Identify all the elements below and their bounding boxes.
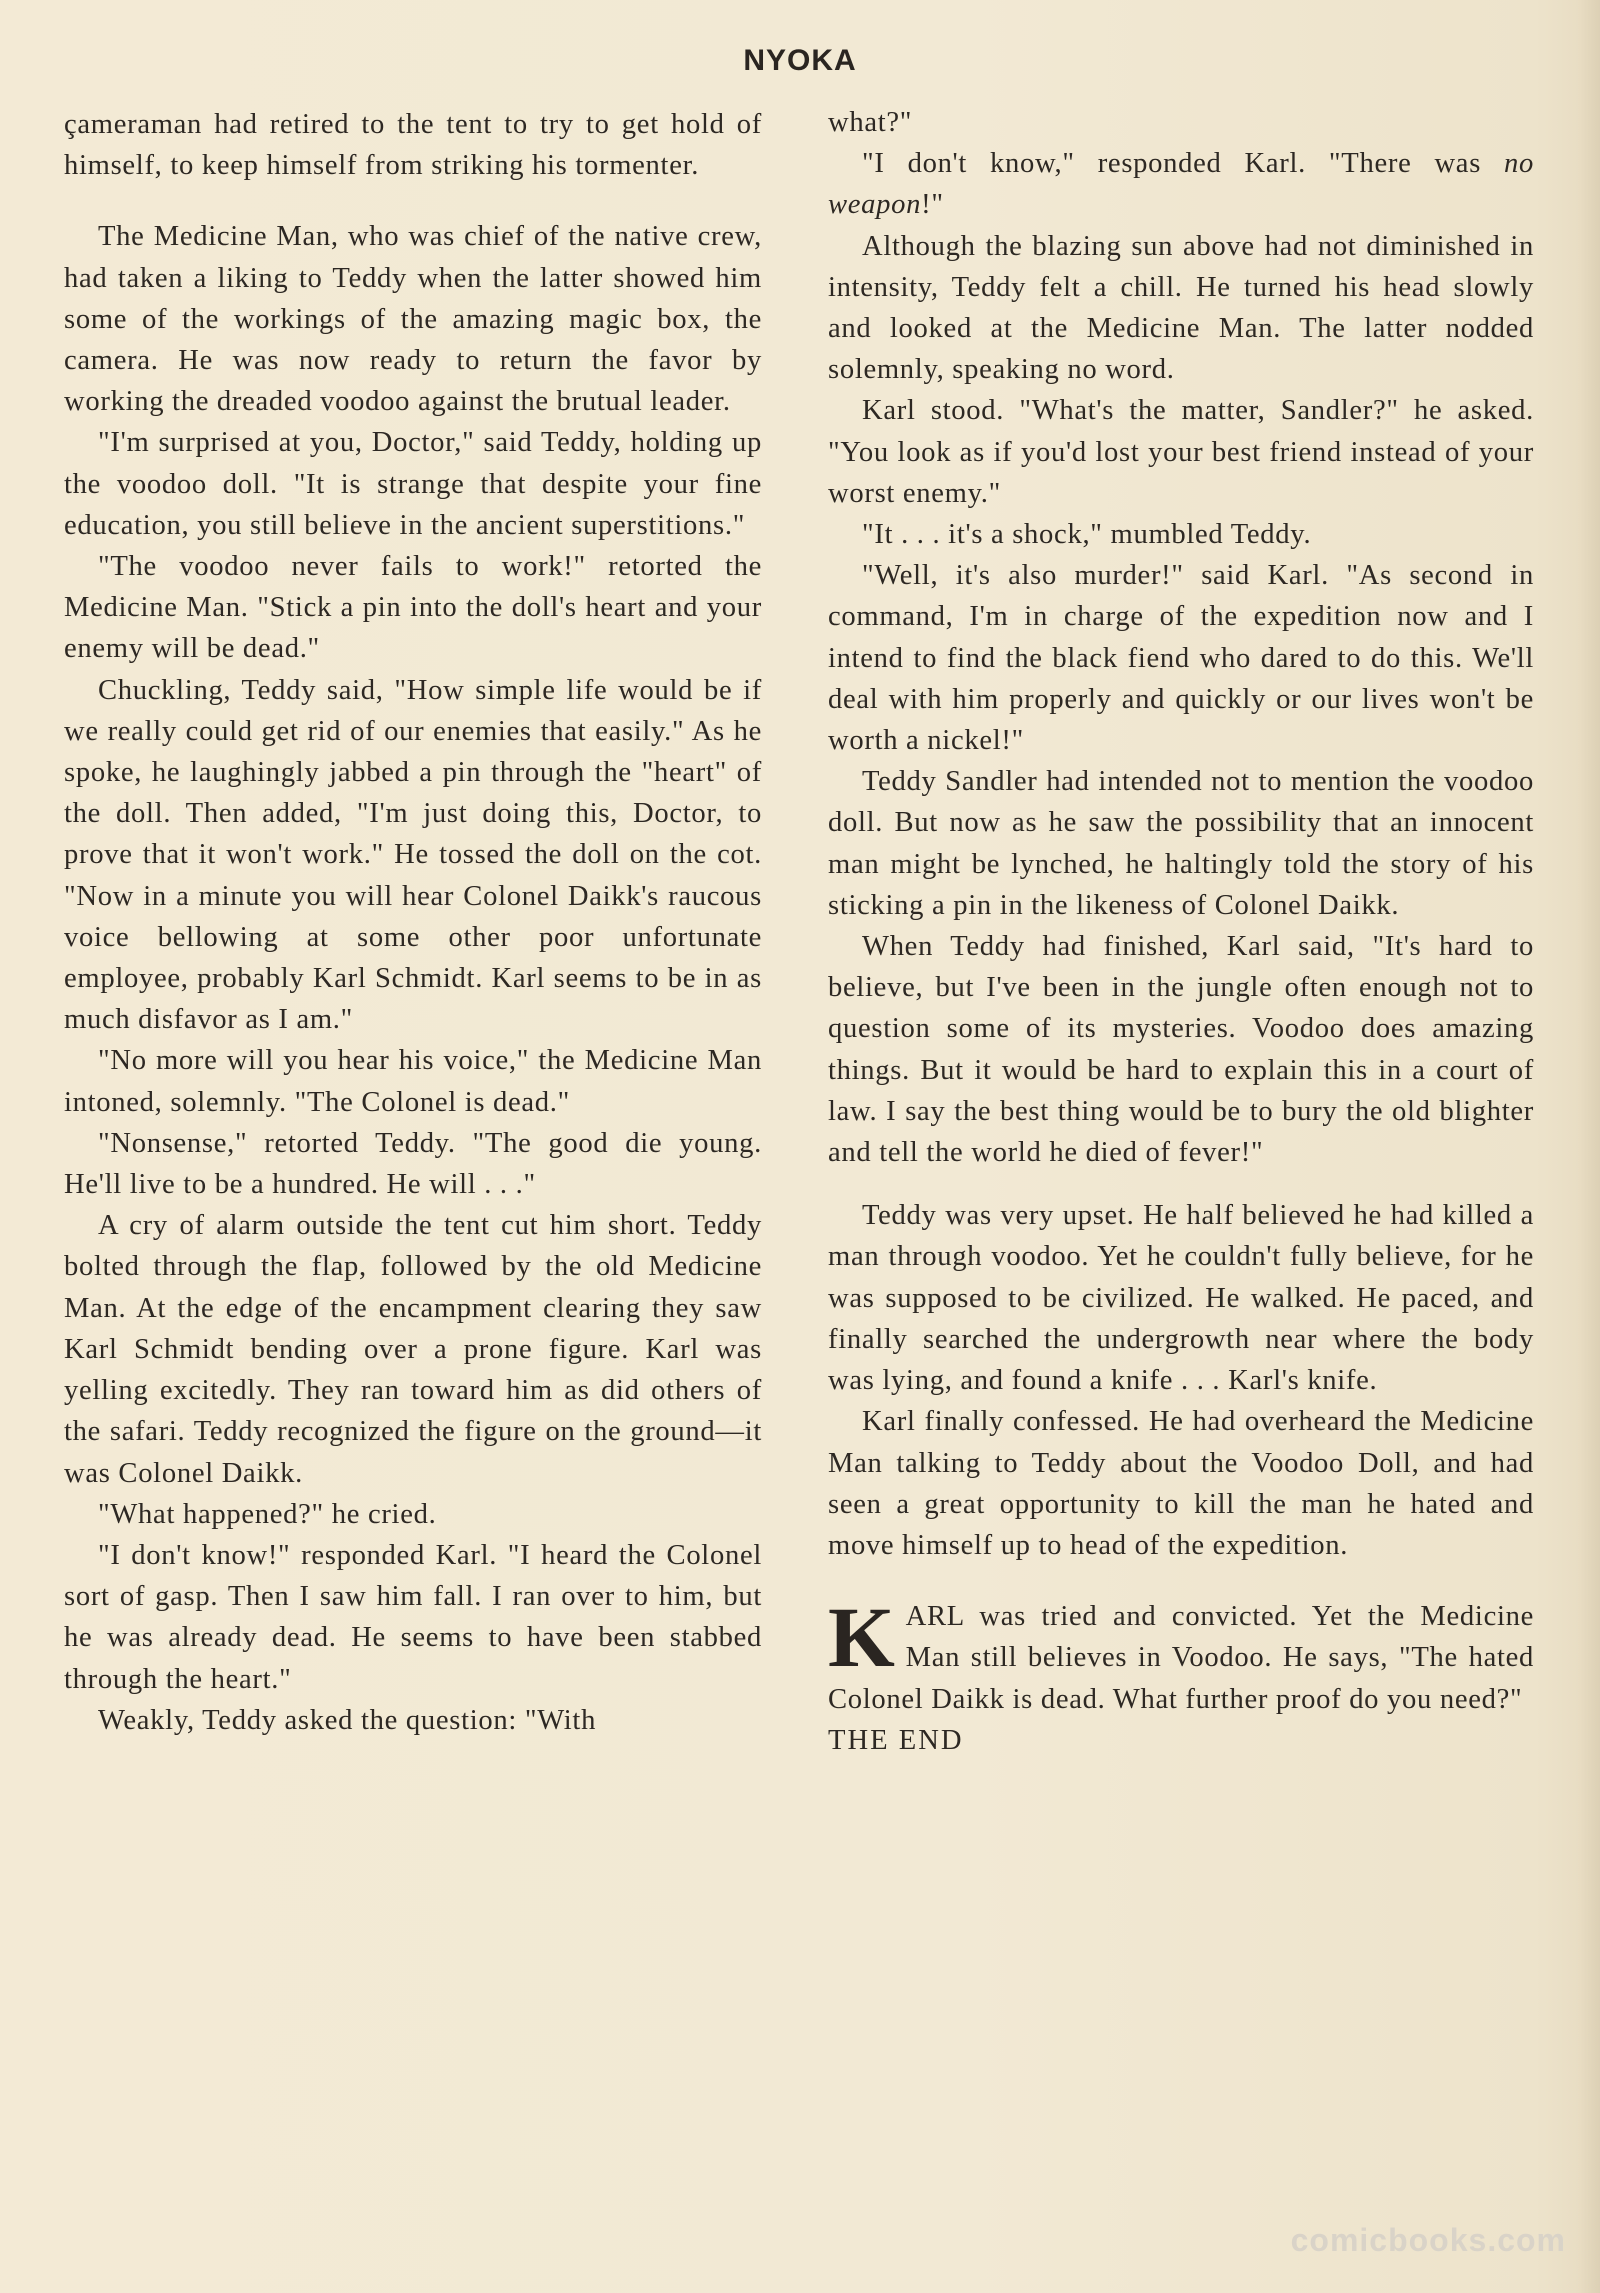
watermark: comicbooks.com bbox=[1290, 2222, 1566, 2258]
paragraph: "No more will you hear his voice," the Medicine Man intoned, solemnly. "The Colonel is dead." bbox=[64, 1045, 762, 1118]
paragraph bbox=[828, 1589, 1534, 1720]
paragraph: "I don't know!" responded Karl. "I heard the Colonel sort of gasp. Then I saw him fall. I ran over to him, but he was already dead. He seems to have been stabbed through the heart." bbox=[64, 1539, 762, 1695]
emphasis: no weapon bbox=[828, 148, 1534, 221]
paragraph: "It . . . it's a shock," mumbled Teddy. bbox=[862, 519, 1312, 551]
drop-cap: K bbox=[828, 1589, 896, 1686]
paragraph: "Nonsense," retorted Teddy. "The good die young. He'll live to be a hundred. He will . . ." bbox=[64, 1127, 762, 1201]
paragraph: çameraman had retired to the tent to try to get hold of himself, to keep himself from striking his tormenter. bbox=[64, 109, 762, 182]
right-column bbox=[828, 102, 1534, 1761]
text-run: ARL was tried and convicted. Yet the Medicine Man still believes in Voodoo. He says, "The hated Colonel Daikk is dead. What further proof do you need?" bbox=[828, 1601, 1534, 1715]
paragraph: When Teddy had finished, Karl said, "It's hard to believe, but I've been in the jungle often enough not to question some of its mysteries. Voodoo does amazing things. But it would be hard to explain this in a court of law. I say the best thing would be to bury the old blighter and tell the world he died of fever!" bbox=[828, 931, 1534, 1169]
text-run: "I don't know," responded Karl. "There was bbox=[862, 148, 1504, 180]
page-title: NYOKA bbox=[743, 44, 857, 77]
paragraph: Although the blazing sun above had not diminished in intensity, Teddy felt a chill. He turned his head slowly and looked at the Medicine Man. The latter nodded solemnly, speaking no word. bbox=[828, 230, 1534, 386]
paragraph: "The voodoo never fails to work!" retorted the Medicine Man. "Stick a pin into the doll's heart and your enemy will be dead." bbox=[64, 551, 762, 665]
paragraph bbox=[828, 143, 1534, 225]
paragraph: Weakly, Teddy asked the question: "With bbox=[98, 1704, 597, 1736]
paragraph: A cry of alarm outside the tent cut him short. Teddy bolted through the flap, followed by the old Medicine Man. At the edge of the encampment clearing they saw Karl Schmidt bending over a prone figure. Karl was yelling excitedly. They ran toward him as did others of the safari. Teddy recognized the figure on the ground—it was Colonel Daikk. bbox=[64, 1210, 762, 1489]
end-label: THE END bbox=[828, 1724, 964, 1756]
paragraph: Teddy Sandler had intended not to mention the voodoo doll. But now as he saw the possibility that an innocent man might be lynched, he haltingly told the story of his sticking a pin in the likeness of Colonel Daikk. bbox=[828, 766, 1534, 921]
text-run: !" bbox=[921, 189, 944, 221]
paragraph: Karl finally confessed. He had overheard the Medicine Man talking to Teddy about the Voodoo Doll, and had seen a great opportunity to kill the man he hated and move himself up to head of the expedition. bbox=[828, 1406, 1534, 1561]
paragraph: "I'm surprised at you, Doctor," said Teddy, holding up the voodoo doll. "It is strange that despite your fine education, you still believe in the ancient superstitions." bbox=[64, 427, 762, 541]
paragraph: Chuckling, Teddy said, "How simple life would be if we really could get rid of our enemies that easily." As he spoke, he laughingly jabbed a pin through the "heart" of the doll. Then added, "I'm just doing this, Doctor, to prove that it won't work." He tossed the doll on the cot. "Now in a minute you will hear Colonel Daikk's raucous voice bellowing at some other poor unfortunate employee, probably Karl Schmidt. Karl seems to be in as much disfavor as I am." bbox=[64, 674, 762, 1036]
paragraph: "What happened?" he cried. bbox=[98, 1498, 437, 1530]
paragraph: The Medicine Man, who was chief of the native crew, had taken a liking to Teddy when the latter showed him some of the workings of the amazing magic box, the camera. He was now ready to return the favor by working the dreaded voodoo against the brutual leader. bbox=[64, 221, 762, 418]
paragraph: Karl stood. "What's the matter, Sandler?" he asked. "You look as if you'd lost your best friend instead of your worst enemy." bbox=[828, 395, 1534, 509]
paragraph: "Well, it's also murder!" said Karl. "As second in command, I'm in charge of the expedition now and I intend to find the black fiend who dared to do this. We'll deal with him properly and quickly or our lives won't be worth a nickel!" bbox=[828, 560, 1534, 757]
left-column bbox=[64, 104, 762, 1741]
paragraph: Teddy was very upset. He half believed he had killed a man through voodoo. Yet he couldn't fully believe, for he was supposed to be civilized. He walked. He paced, and finally searched the undergrowth near where the body was lying, and found a knife . . . Karl's knife. bbox=[828, 1200, 1534, 1397]
paragraph: what?" bbox=[828, 107, 913, 138]
page-edge bbox=[1578, 0, 1600, 2293]
